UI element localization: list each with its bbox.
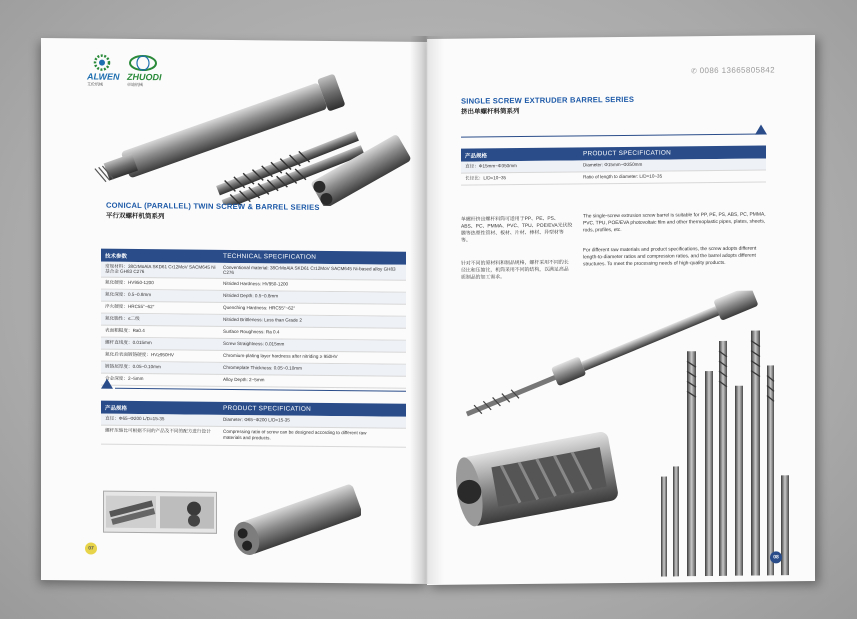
table-cell-cn: 氮化深度：0.5~0.8mm — [105, 291, 152, 298]
logo-name: ALWEN — [87, 71, 120, 82]
divider — [461, 134, 761, 138]
twin-screw-barrel-image — [81, 68, 411, 206]
table-cell-en: Chromium-plating layer hardness after nitriding ≥ 950HV — [223, 352, 338, 360]
table-cell-en: Diameter: Φ15mm~Φ350mm — [583, 161, 643, 168]
table-cell-cn: 螺杆直线度：0.015mm — [105, 339, 152, 346]
product-header-cn: 产品规格 — [105, 405, 128, 412]
logo-name: ZHUODI — [127, 71, 162, 83]
table-cell-cn: 表面粗糙度：Ra0.4 — [105, 327, 145, 334]
table-cell-en: Ratio of length to diameter: L/D=10~35 — [583, 173, 663, 180]
right-page — [427, 35, 815, 585]
tech-header-cn: 技术参数 — [105, 253, 128, 260]
table-cell-cn: 直径：Φ65~Φ200 L/D=15-35 — [105, 415, 165, 422]
table-cell-en: Nitrided Brittleness: Less than Grade 2 — [223, 316, 302, 323]
table-row — [461, 170, 766, 185]
accent-triangle — [755, 124, 767, 134]
table-cell-en: Conventional material: 38CrMoAlA SKD61 Cr12MoV SACM645 Ni-based alloy GH83 C276 — [223, 264, 396, 275]
product-table — [461, 158, 766, 185]
table-cell-en: Screw Straightness: 0.015mm — [223, 340, 285, 347]
logo-sub: 卓迪机械 — [127, 81, 143, 88]
product-table — [101, 414, 406, 448]
table-cell-cn: 长径比：L/D=10~35 — [465, 175, 507, 181]
product-header-en: PRODUCT SPECIFICATION — [583, 149, 672, 158]
table-cell-en: Diameter: Φ65~Φ200 L/D=15-35 — [223, 416, 290, 423]
table-cell-cn: 合金深度：2~5mm — [105, 375, 144, 382]
section-title-cn: 平行双螺杆机筒系列 — [106, 212, 165, 221]
table-cell-cn: 镀铬层厚度：0.05~0.10mm — [105, 363, 161, 370]
product-header-en: PRODUCT SPECIFICATION — [223, 404, 312, 413]
table-row — [101, 426, 406, 448]
section-title-cn: 挤出单螺杆料筒系列 — [461, 108, 520, 116]
phone-icon: ✆ — [691, 68, 700, 76]
thumbnail-strip — [103, 491, 217, 534]
page-number: 08 — [770, 551, 782, 563]
table-row — [101, 374, 406, 389]
left-page — [41, 38, 427, 584]
table-cell-en: Nitrided Depth: 0.5~0.8mm — [223, 292, 279, 299]
table-cell-cn: 直径：Φ15mm~Φ350mm — [465, 163, 517, 169]
section-title-en: SINGLE SCREW EXTRUDER BARREL SERIES — [461, 94, 635, 106]
accent-triangle — [101, 379, 113, 389]
table-cell-en: Alloy Depth: 2~5mm — [223, 376, 265, 383]
table-cell-cn: 螺杆压缩比可根据不同的产品及不同的配方进行设计 — [105, 427, 211, 434]
product-header-cn: 产品规格 — [465, 153, 488, 160]
phone-text: 0086 13665805842 — [699, 65, 775, 76]
desc-en-2: For different raw materials and product specifications, the screw adopts different length-to-diameter ratios and compression ratios, and the barrel adopts different structures. To meet the processing needs of high-quality products. — [583, 246, 757, 268]
phone-number — [691, 65, 775, 75]
section-title-en: CONICAL (PARALLEL) TWIN SCREW & BARREL SERIES — [106, 200, 320, 212]
table-cell-cn: 常规材料：38CrMoAlA SKD61 Cr12MoV SACM645 Ni 基合金 GH83 C276 — [105, 263, 216, 275]
divider — [115, 388, 406, 392]
barrel-end-image — [221, 480, 361, 561]
tech-header-en: TECHNICAL SPECIFICATION — [223, 252, 317, 261]
table-cell-cn: 淬火硬度：HRC55°~62° — [105, 303, 155, 310]
table-cell-en: Surface Roughness: Ra 0.4 — [223, 328, 280, 335]
table-cell-en: Chromeplate Thickness: 0.05~0.10mm — [223, 364, 302, 371]
table-cell-cn: 氮化后表面镀铬硬度：HV≥950HV — [105, 351, 174, 358]
single-screw-images — [455, 290, 800, 579]
table-cell-cn: 氮化硬度：HV950-1200 — [105, 279, 154, 286]
tech-table — [101, 262, 406, 389]
table-cell-en: Quenching Hardness: HRC55°~62° — [223, 304, 296, 311]
table-cell-cn: 氮化脆性：≤二级 — [105, 315, 140, 322]
table-cell-en: Nitrided Hardness: HV950-1200 — [223, 280, 289, 287]
desc-cn-2: 针对不同的原材料和制品规格，螺杆采用不同的长径比和压缩比，机筒采用不同的结构，以满足高品质制品的加工需求。 — [461, 260, 569, 281]
table-cell-en: Compressing ratio of screw can be designed according to different raw materials and products. — [223, 428, 367, 441]
page-number: 07 — [85, 542, 97, 554]
desc-cn-1: 单螺杆挤出螺杆料筒可适用于PP、PE、PS、ABS、PC、PMMA、PVC、TPU、POE/EVA光伏胶膜等热塑性管材、板材、片材、棒材、异型材等等。 — [461, 216, 573, 244]
thumbnail-images — [104, 492, 216, 533]
desc-en-1: The single-screw extrusion screw barrel is suitable for PP, PE, PS, ABS, PC, PMMA, PVC, TPU, POE/EVA photovoltaic film and other thermoplastic pipes, plates, sheets, rods, profiles, etc. — [583, 212, 766, 234]
logo-sub: 艾伦机械 — [87, 81, 103, 87]
